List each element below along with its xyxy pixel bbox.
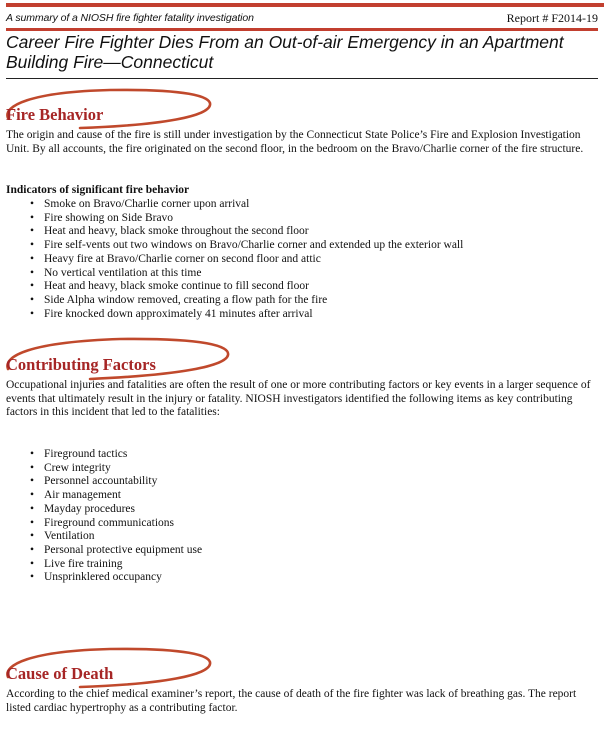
title-underline (6, 78, 598, 79)
fire-behavior-paragraph: The origin and cause of the fire is still under investigation by the Connecticut State Police’s Fire and Explosion Investigation Unit. By all accounts, the fire originated on the second floor, in the bedroom on the Bravo/Charlie corner of the fire structure. (6, 129, 584, 155)
report-number: Report # F2014-19 (506, 11, 598, 25)
list-item: • Side Alpha window removed, creating a flow path for the fire (30, 294, 463, 308)
cause-of-death-paragraph: According to the chief medical examiner’s report, the cause of death of the fire fighter was lack of breathing gas. The report listed cardiac hypertrophy as a contributing factor. (6, 688, 577, 714)
list-item: • Crew integrity (30, 462, 202, 476)
contributing-factors-paragraph: Occupational injuries and fatalities are often the result of one or more contributing factors or key events in a larger sequence of events that ultimately result in the injury or fatality. NIOSH investigators identified the following items as key contributing factors in this incident that led to the fatalities: (6, 379, 591, 419)
list-item: • Heat and heavy, black smoke throughout the second floor (30, 225, 463, 239)
list-item: • Heavy fire at Bravo/Charlie corner on second floor and attic (30, 253, 463, 267)
list-item: • Personnel accountability (30, 475, 202, 489)
list-item: • Fire knocked down approximately 41 minutes after arrival (30, 308, 463, 322)
summary-line: A summary of a NIOSH fire fighter fatality investigation (6, 12, 254, 24)
indicators-heading: Indicators of significant fire behavior (6, 184, 190, 196)
list-item: • Fireground communications (30, 517, 202, 531)
list-item: • Air management (30, 489, 202, 503)
report-title: Career Fire Fighter Dies From an Out-of-air Emergency in an Apartment Building Fire—Connecticut (6, 32, 564, 72)
list-item: • Live fire training (30, 558, 202, 572)
section-heading-cause-of-death: Cause of Death (6, 664, 114, 683)
list-item: • Heat and heavy, black smoke continue to fill second floor (30, 280, 463, 294)
list-item: • Mayday procedures (30, 503, 202, 517)
list-item: • Fire showing on Side Bravo (30, 212, 463, 226)
indicators-list (30, 198, 463, 321)
section-heading-contributing-factors: Contributing Factors (6, 355, 156, 374)
list-item: • Ventilation (30, 530, 202, 544)
list-item: • Fireground tactics (30, 448, 202, 462)
list-item: • Personal protective equipment use (30, 544, 202, 558)
list-item: • Smoke on Bravo/Charlie corner upon arrival (30, 198, 463, 212)
list-item: • No vertical ventilation at this time (30, 267, 463, 281)
list-item: • Unsprinklered occupancy (30, 571, 202, 585)
section-heading-fire-behavior: Fire Behavior (6, 105, 104, 124)
header-rule (6, 28, 598, 31)
top-accent-rule (6, 3, 604, 7)
document-header (6, 12, 598, 26)
contributing-factors-list (30, 448, 202, 585)
list-item: • Fire self-vents out two windows on Bravo/Charlie corner and extended up the exterior wall (30, 239, 463, 253)
